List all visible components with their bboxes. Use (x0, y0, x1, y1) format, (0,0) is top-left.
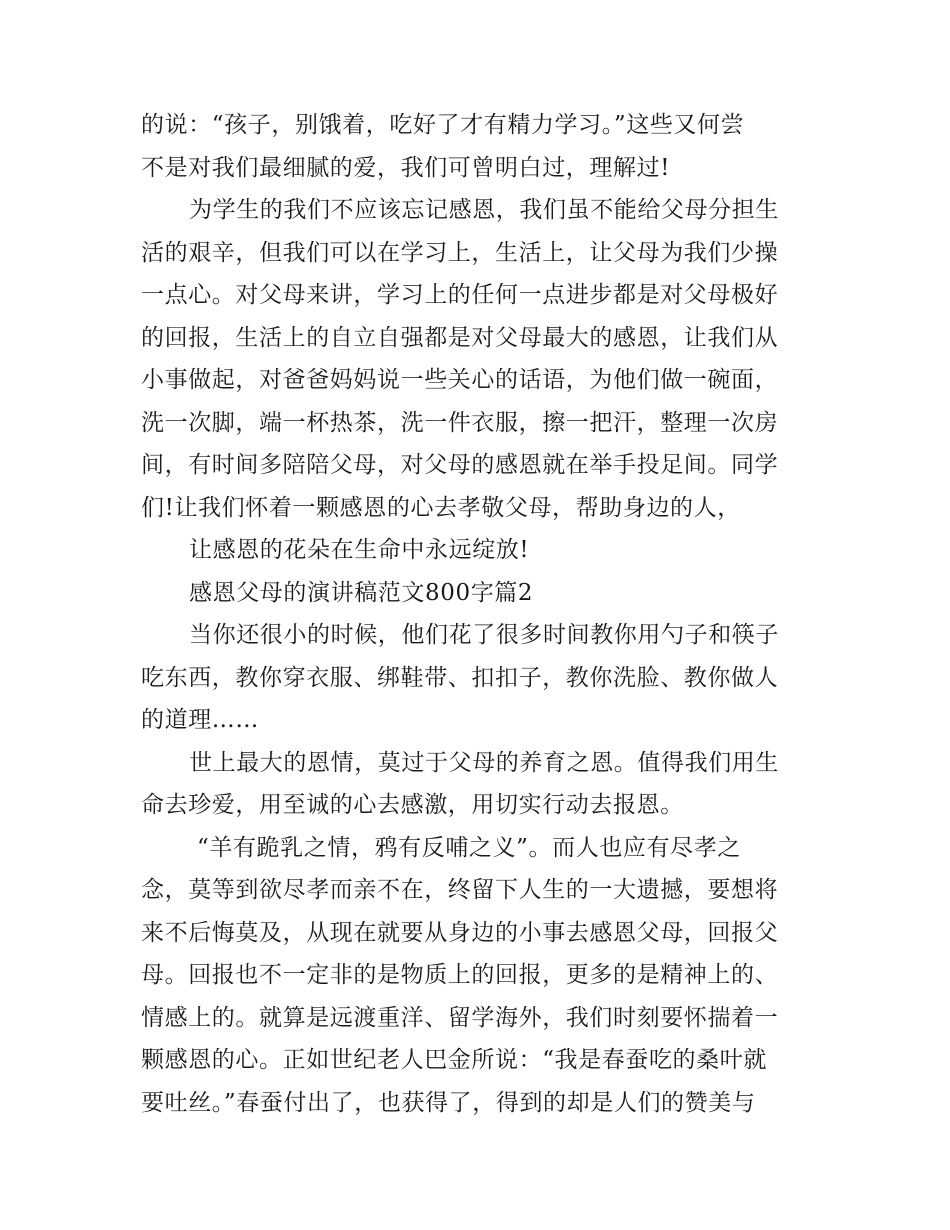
paragraph-start-line: 当你还很小的时候，他们花了很多时间教你用勺子和筷子 (189, 622, 779, 648)
paragraph-start-line: 世上最大的恩情，莫过于父母的养育之恩。值得我们用生 (189, 749, 779, 776)
text-line: 颗感恩的心。正如世纪老人巴金所说：“我是春蚕吃的桑叶就 (141, 1047, 767, 1073)
text-line: 的回报，生活上的自立自强都是对父母最大的感恩，让我们从 (141, 324, 779, 351)
section-heading: 感恩父母的演讲稿范文800字篇2 (189, 579, 534, 606)
text-line: 一点心。对父母来讲，学习上的任何一点进步都是对父母极好 (141, 282, 779, 308)
text-line: 情感上的。就算是远渡重洋、留学海外，我们时刻要怀揣着一 (141, 1004, 779, 1031)
text-line: 不是对我们最细腻的爱，我们可曾明白过，理解过! (141, 154, 671, 181)
text-line: 们!让我们怀着一颗感恩的心去孝敬父母，帮助身边的人， (141, 494, 741, 521)
text-line: 的道理…… (141, 707, 259, 733)
document-body (141, 104, 813, 1124)
paragraph-start-line: 让感恩的花朵在生命中永远绽放! (189, 537, 530, 563)
text-line: 小事做起，对爸爸妈妈说一些关心的话语，为他们做一碗面， (141, 367, 779, 393)
text-line: 活的艰辛，但我们可以在学习上，生活上，让父母为我们少操 (141, 239, 779, 266)
text-line: 母。回报也不一定非的是物质上的回报，更多的是精神上的、 (141, 962, 779, 988)
text-line: 吃东西，教你穿衣服、绑鞋带、扣扣子，教你洗脸、教你做人 (141, 664, 779, 691)
paragraph-start-line: “羊有跪乳之情，鸦有反哺之义”。而人也应有尽孝之 (197, 834, 741, 861)
text-line: 念，莫等到欲尽孝而亲不在，终留下人生的一大遗撼，要想将 (141, 877, 779, 903)
text-line: 要吐丝。”春蚕付出了，也获得了，得到的却是人们的赞美与 (141, 1089, 756, 1116)
paragraph-start-line: 为学生的我们不应该忘记感恩，我们虽不能给父母分担生 (189, 197, 779, 223)
text-line: 的说：“孩子，别饿着，吃好了才有精力学习。”这些又何尝 (141, 112, 745, 138)
text-line: 洗一次脚，端一杯热茶，洗一件衣服，擦一把汗，整理一次房 (141, 409, 779, 436)
text-line: 来不后悔莫及，从现在就要从身边的小事去感恩父母，回报父 (141, 919, 779, 946)
text-line: 间，有时间多陪陪父母，对父母的感恩就在举手投足间。同学 (141, 452, 779, 478)
text-line: 命去珍爱，用至诚的心去感激，用切实行动去报恩。 (141, 792, 684, 818)
